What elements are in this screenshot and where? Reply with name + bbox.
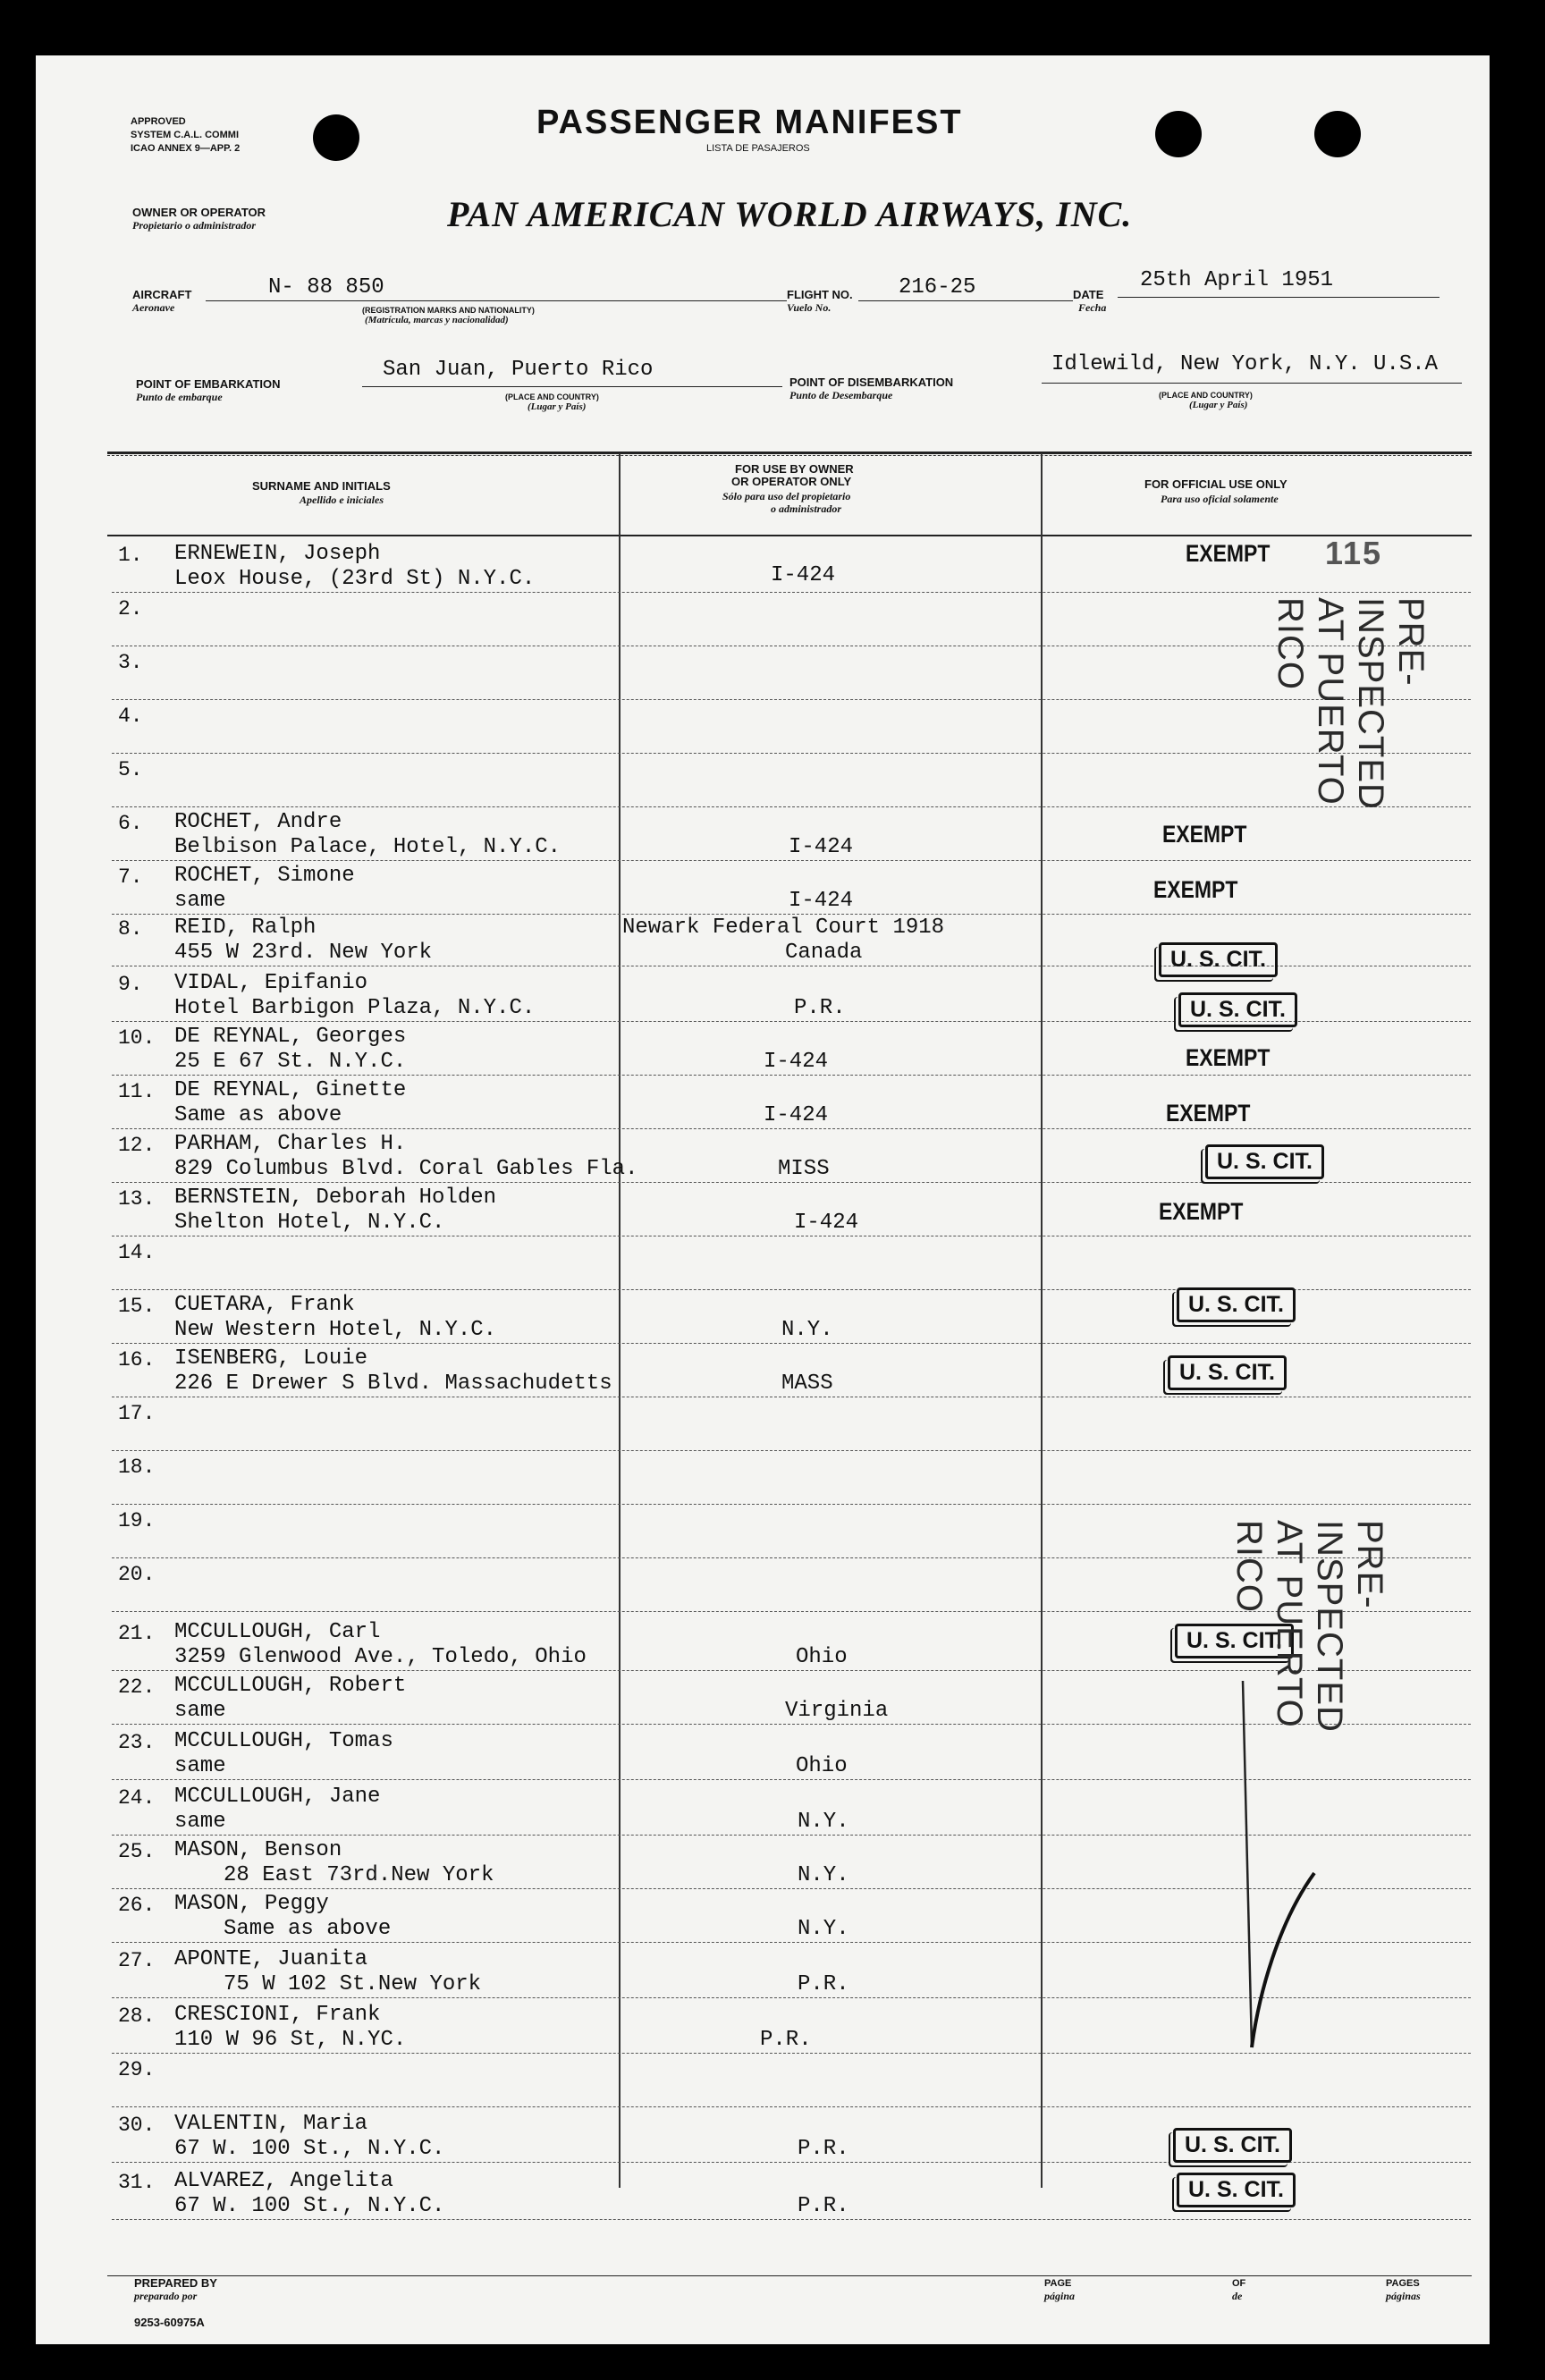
passenger-address: Belbison Palace, Hotel, N.Y.C. <box>174 835 561 859</box>
row-number: 11. <box>118 1080 156 1103</box>
row-rule <box>112 1504 1471 1505</box>
row-number: 25. <box>118 1840 156 1863</box>
passenger-name: CRESCIONI, Frank <box>174 2003 381 2027</box>
passenger-name: ROCHET, Andre <box>174 810 342 834</box>
row-number: 5. <box>118 758 143 781</box>
passenger-address: same <box>174 1699 226 1723</box>
row-number: 24. <box>118 1786 156 1810</box>
owner-code: MASS <box>781 1371 833 1396</box>
passenger-name: ISENBERG, Louie <box>174 1346 368 1371</box>
passenger-name: BERNSTEIN, Deborah Holden <box>174 1186 497 1210</box>
preinspected-stamp-1: PRE-INSPECTED AT PUERTO RICO <box>1271 597 1431 810</box>
owner-code: Ohio <box>796 1645 848 1669</box>
row-number: 31. <box>118 2171 156 2194</box>
row-number: 29. <box>118 2058 156 2081</box>
row-number: 16. <box>118 1348 156 1371</box>
passenger-name: ALVAREZ, Angelita <box>174 2169 393 2193</box>
aircraft-label: AIRCRAFT <box>132 288 192 301</box>
column-header-official: FOR OFFICIAL USE ONLY <box>1144 477 1288 491</box>
flight-label-es: Vuelo No. <box>787 301 832 314</box>
passenger-address: Same as above <box>224 1917 392 1941</box>
form-number: 9253-60975A <box>134 2316 205 2329</box>
passenger-name: MCCULLOUGH, Robert <box>174 1674 407 1698</box>
official-page-number: 115 <box>1325 535 1383 571</box>
passenger-name: DE REYNAL, Ginette <box>174 1078 407 1102</box>
exempt-stamp: EXEMPT <box>1186 1044 1271 1071</box>
punch-hole-left <box>313 114 359 161</box>
us-citizen-stamp: U. S. CIT. <box>1177 2173 1296 2207</box>
row-number: 14. <box>118 1241 156 1264</box>
column-header-owner-es-2: o administrador <box>771 502 842 515</box>
table-header-rule <box>107 535 1472 536</box>
passenger-address: 28 East 73rd.New York <box>224 1863 494 1887</box>
table-top-rule <box>107 452 1472 454</box>
owner-code: MISS <box>778 1157 830 1181</box>
page-label: PAGE <box>1044 2278 1072 2289</box>
disembark-label-es: Punto de Desembarque <box>789 389 893 401</box>
owner-code: N.Y. <box>781 1318 833 1342</box>
row-number: 2. <box>118 597 143 620</box>
row-rule <box>112 2106 1471 2107</box>
date-label-es: Fecha <box>1078 301 1107 314</box>
owner-code: I-424 <box>764 1103 829 1127</box>
owner-code: N.Y. <box>798 1863 849 1887</box>
row-number: 4. <box>118 705 143 728</box>
row-number: 23. <box>118 1731 156 1754</box>
passenger-address: 455 W 23rd. New York <box>174 941 433 965</box>
of-label-es: de <box>1232 2290 1243 2302</box>
row-rule <box>112 806 1471 807</box>
exempt-stamp: EXEMPT <box>1153 876 1238 903</box>
date-value: 25th April 1951 <box>1140 268 1334 292</box>
us-citizen-stamp: U. S. CIT. <box>1173 2128 1292 2163</box>
punch-hole-right <box>1314 111 1361 157</box>
owner-code: P.R. <box>798 2137 849 2161</box>
owner-code: N.Y. <box>798 1917 849 1941</box>
column-header-owner-2: OR OPERATOR ONLY <box>731 475 852 488</box>
exempt-stamp: EXEMPT <box>1166 1100 1251 1127</box>
row-rule <box>112 2219 1471 2220</box>
passenger-name: APONTE, Juanita <box>174 1947 368 1971</box>
owner-code: P.R. <box>760 2028 812 2052</box>
approval-line-3: ICAO ANNEX 9—APP. 2 <box>131 143 241 154</box>
disembark-place-caption-es: (Lugar y País) <box>1189 400 1248 410</box>
row-number: 15. <box>118 1295 156 1318</box>
owner-code: I-424 <box>789 889 854 913</box>
owner-label: OWNER OR OPERATOR <box>132 206 266 219</box>
row-rule <box>112 1128 1471 1129</box>
disembark-label: POINT OF DISEMBARKATION <box>789 376 954 389</box>
column-header-name-es: Apellido e iniciales <box>300 494 384 506</box>
passenger-address: 75 W 102 St.New York <box>224 1972 482 1996</box>
passenger-name: MASON, Benson <box>174 1838 342 1862</box>
row-number: 13. <box>118 1187 156 1211</box>
us-citizen-stamp: U. S. CIT. <box>1178 992 1297 1027</box>
passenger-address: Hotel Barbigon Plaza, N.Y.C. <box>174 996 536 1020</box>
embark-value: San Juan, Puerto Rico <box>383 358 654 382</box>
row-number: 12. <box>118 1134 156 1157</box>
row-number: 26. <box>118 1894 156 1917</box>
owner-code: I-424 <box>764 1050 829 1074</box>
passenger-name: REID, Ralph <box>174 916 317 940</box>
page-title-es: LISTA DE PASAJEROS <box>706 143 810 154</box>
passenger-address: 67 W. 100 St., N.Y.C. <box>174 2137 445 2161</box>
of-label: OF <box>1232 2278 1246 2289</box>
row-rule <box>112 1075 1471 1076</box>
row-number: 18. <box>118 1456 156 1479</box>
embark-label-es: Punto de embarque <box>136 391 223 403</box>
embark-place-caption-es: (Lugar y País) <box>528 401 587 412</box>
disembark-value: Idlewild, New York, N.Y. U.S.A <box>1051 352 1439 376</box>
row-number: 21. <box>118 1622 156 1645</box>
row-number: 9. <box>118 973 143 996</box>
passenger-name: PARHAM, Charles H. <box>174 1132 407 1156</box>
owner-code: I-424 <box>794 1211 859 1235</box>
row-number: 8. <box>118 917 143 941</box>
owner-code: Virginia <box>785 1699 889 1723</box>
passenger-address: Leox House, (23rd St) N.Y.C. <box>174 567 536 591</box>
passenger-name: MCCULLOUGH, Carl <box>174 1620 381 1644</box>
flight-label: FLIGHT NO. <box>787 288 853 301</box>
exempt-stamp: EXEMPT <box>1186 540 1271 567</box>
row-number: 28. <box>118 2004 156 2028</box>
row-rule <box>112 1343 1471 1344</box>
row-number: 7. <box>118 865 143 889</box>
passenger-address: 3259 Glenwood Ave., Toledo, Ohio <box>174 1645 587 1669</box>
column-header-name: SURNAME AND INITIALS <box>252 479 391 493</box>
owner-code: Canada <box>785 941 863 965</box>
column-divider-2 <box>1041 453 1043 2188</box>
row-number: 10. <box>118 1026 156 1050</box>
passenger-name: MCCULLOUGH, Tomas <box>174 1729 393 1753</box>
preinspected-stamp-2: PRE-INSPECTED AT PUERTO RICO <box>1229 1520 1389 1733</box>
disembark-place-caption: (PLACE AND COUNTRY) <box>1159 391 1253 400</box>
row-rule <box>112 753 1471 754</box>
passenger-name: CUETARA, Frank <box>174 1293 355 1317</box>
pen-mark <box>1225 1672 1332 2065</box>
date-label: DATE <box>1073 288 1104 301</box>
pages-label-es: páginas <box>1386 2290 1421 2302</box>
passenger-address: 67 W. 100 St., N.Y.C. <box>174 2194 445 2218</box>
owner-code: P.R. <box>798 2194 849 2218</box>
column-header-owner-es-1: Sólo para uso del propietario <box>722 490 851 502</box>
pages-label: PAGES <box>1386 2278 1420 2289</box>
row-rule <box>112 1182 1471 1183</box>
aircraft-caption-es: (Matrícula, marcas y nacionalidad) <box>365 315 509 325</box>
punch-hole-mid <box>1155 111 1202 157</box>
aircraft-caption: (REGISTRATION MARKS AND NATIONALITY) <box>362 306 535 315</box>
owner-code: N.Y. <box>798 1810 849 1834</box>
approval-line-2: SYSTEM C.A.L. COMMI <box>131 130 239 140</box>
page-label-es: página <box>1044 2290 1076 2302</box>
owner-code: I-424 <box>789 835 854 859</box>
row-rule <box>112 1450 1471 1451</box>
row-rule <box>112 860 1471 861</box>
row-number: 6. <box>118 812 143 835</box>
prepared-by-label: PREPARED BY <box>134 2276 217 2290</box>
owner-code: P.R. <box>798 1972 849 1996</box>
us-citizen-stamp: U. S. CIT. <box>1175 1624 1294 1658</box>
prepared-by-label-es: preparado por <box>134 2290 198 2302</box>
passenger-address: 25 E 67 St. N.Y.C. <box>174 1050 407 1074</box>
embark-label: POINT OF EMBARKATION <box>136 377 281 391</box>
row-number: 19. <box>118 1509 156 1532</box>
row-number: 17. <box>118 1402 156 1425</box>
passenger-address: 110 W 96 St, N.YC. <box>174 2028 407 2052</box>
row-number: 20. <box>118 1563 156 1586</box>
exempt-stamp: EXEMPT <box>1162 821 1247 848</box>
column-divider-1 <box>619 453 621 2188</box>
passenger-address: Same as above <box>174 1103 342 1127</box>
row-number: 30. <box>118 2114 156 2137</box>
embark-place-caption: (PLACE AND COUNTRY) <box>505 392 599 401</box>
passenger-name: ERNEWEIN, Joseph <box>174 542 381 566</box>
passenger-name: DE REYNAL, Georges <box>174 1025 407 1049</box>
passenger-address: same <box>174 889 226 913</box>
page-title: PASSENGER MANIFEST <box>536 104 963 141</box>
flight-value: 216-25 <box>899 275 976 300</box>
us-citizen-stamp: U. S. CIT. <box>1177 1287 1296 1322</box>
approval-line-1: APPROVED <box>131 116 186 127</box>
passenger-name: MCCULLOUGH, Jane <box>174 1785 381 1809</box>
us-citizen-stamp: U. S. CIT. <box>1168 1355 1287 1390</box>
owner-code: P.R. <box>794 996 846 1020</box>
passenger-address: 226 E Drewer S Blvd. Massachudetts <box>174 1371 612 1396</box>
owner-code: I-424 <box>771 563 836 587</box>
row-rule <box>112 914 1471 915</box>
aircraft-value: N- 88 850 <box>268 275 384 300</box>
row-number: 1. <box>118 544 143 567</box>
passenger-address: same <box>174 1810 226 1834</box>
column-header-owner-1: FOR USE BY OWNER <box>735 462 854 476</box>
passenger-address: Shelton Hotel, N.Y.C. <box>174 1211 445 1235</box>
row-number: 22. <box>118 1675 156 1699</box>
row-number: 3. <box>118 651 143 674</box>
passenger-address: same <box>174 1754 226 1778</box>
us-citizen-stamp: U. S. CIT. <box>1159 942 1278 977</box>
us-citizen-stamp: U. S. CIT. <box>1205 1144 1324 1179</box>
row-rule <box>112 592 1471 593</box>
owner-note: Newark Federal Court 1918 <box>622 916 945 940</box>
row-rule <box>112 699 1471 700</box>
passenger-name: VALENTIN, Maria <box>174 2112 368 2136</box>
owner-label-es: Propietario o administrador <box>132 219 257 232</box>
operator-name: PAN AMERICAN WORLD AIRWAYS, INC. <box>447 194 1133 234</box>
row-number: 27. <box>118 1949 156 1972</box>
passenger-name: VIDAL, Epifanio <box>174 971 368 995</box>
passenger-address: New Western Hotel, N.Y.C. <box>174 1318 497 1342</box>
passenger-address: 829 Columbus Blvd. Coral Gables Fla. <box>174 1157 638 1181</box>
passenger-name: ROCHET, Simone <box>174 864 355 888</box>
exempt-stamp: EXEMPT <box>1159 1198 1244 1225</box>
passenger-name: MASON, Peggy <box>174 1892 329 1916</box>
aircraft-label-es: Aeronave <box>132 301 175 314</box>
column-header-official-es: Para uso oficial solamente <box>1161 493 1279 505</box>
owner-code: Ohio <box>796 1754 848 1778</box>
